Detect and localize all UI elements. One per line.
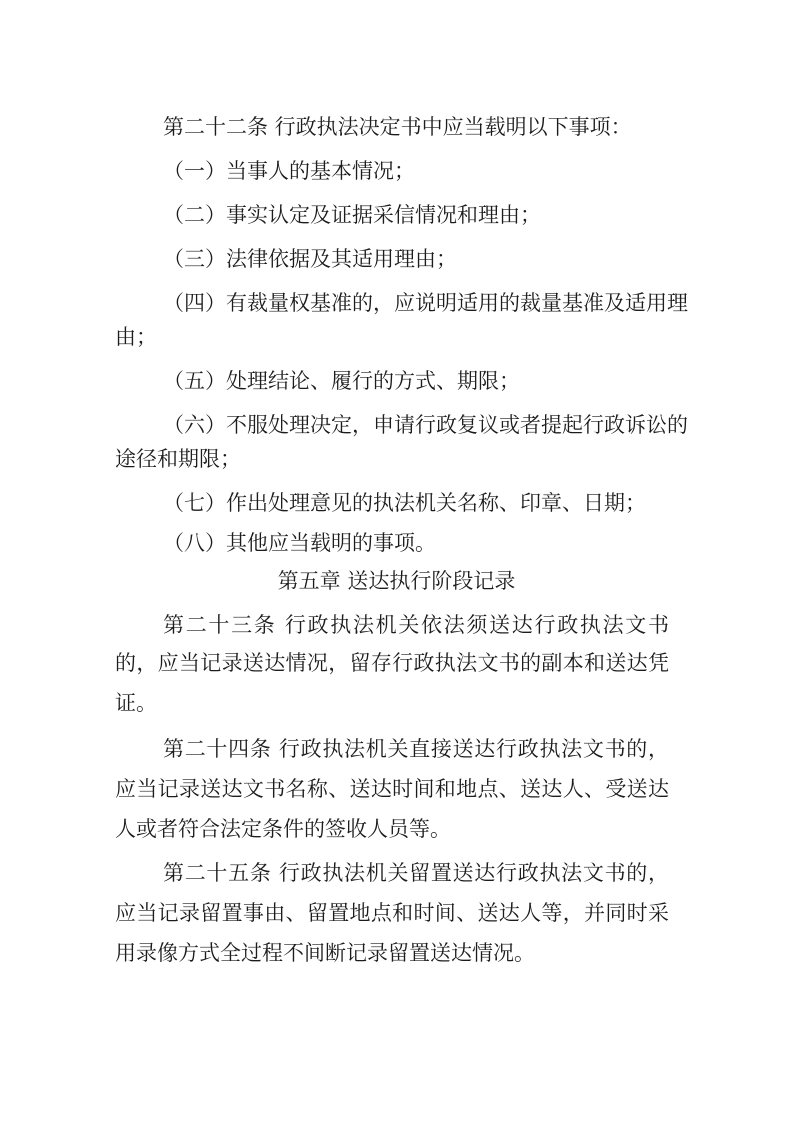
article-22-item-2: （二）事实认定及证据采信情况和理由； [163, 203, 541, 227]
article-22-item-1: （一）当事人的基本情况； [163, 159, 415, 183]
article-24-line-2: 应当记录送达文书名称、送达时间和地点、送达人、受送达 [115, 777, 669, 801]
chapter-5-heading: 第五章 送达执行阶段记录 [277, 569, 516, 593]
article-22-item-7: （七）作出处理意见的执法机关名称、印章、日期； [163, 491, 646, 515]
article-25-line-3: 用录像方式全过程不间断记录留置送达情况。 [115, 941, 535, 965]
article-22-item-5: （五）处理结论、履行的方式、期限； [163, 369, 520, 393]
article-22-item-8: （八）其他应当载明的事项。 [163, 531, 436, 555]
article-25-line-1: 第二十五条 行政执法机关留置送达行政执法文书的， [163, 861, 669, 885]
article-22-item-6-line-2: 途径和期限； [115, 447, 241, 471]
article-23-line-1: 第二十三条 行政执法机关依法须送达行政执法文书 [163, 613, 669, 637]
article-22-item-3: （三）法律依据及其适用理由； [163, 247, 457, 271]
article-24-line-1: 第二十四条 行政执法机关直接送达行政执法文书的， [163, 737, 669, 761]
article-22-title: 第二十二条 行政执法决定书中应当载明以下事项： [163, 115, 632, 139]
article-22-item-6-line-1: （六）不服处理决定，申请行政复议或者提起行政诉讼的 [163, 413, 688, 437]
article-23-line-3: 证。 [115, 691, 157, 715]
article-23-line-2: 的，应当记录送达情况，留存行政执法文书的副本和送达凭 [115, 651, 669, 675]
article-24-line-3: 人或者符合法定条件的签收人员等。 [115, 817, 451, 841]
article-25-line-2: 应当记录留置事由、留置地点和时间、送达人等，并同时采 [115, 901, 669, 925]
article-22-item-4-line-1: （四）有裁量权基准的，应说明适用的裁量基准及适用理 [163, 291, 688, 315]
article-22-item-4-line-2: 由； [115, 325, 157, 349]
